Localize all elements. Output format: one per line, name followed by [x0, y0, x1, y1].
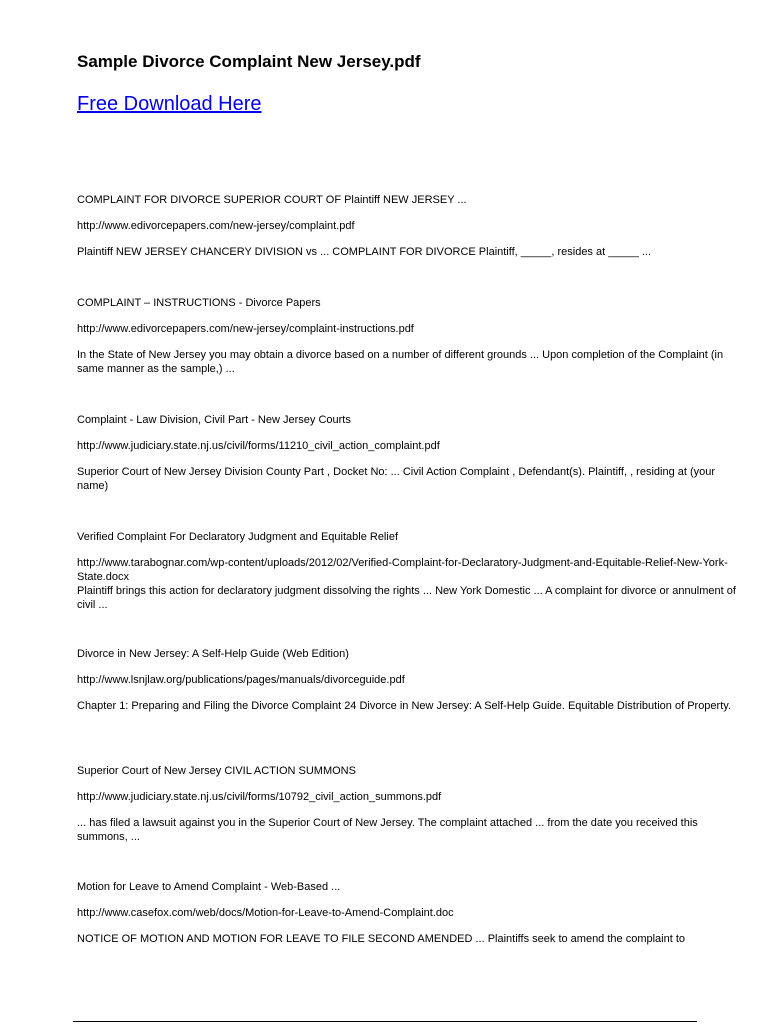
- entry-title: Verified Complaint For Declaratory Judgment and Equitable Relief: [77, 531, 398, 543]
- entry-url[interactable]: http://www.casefox.com/web/docs/Motion-for-Leave-to-Amend-Complaint.doc: [77, 907, 454, 919]
- entry-url[interactable]: http://www.lsnjlaw.org/publications/pages/manuals/divorceguide.pdf: [77, 674, 405, 686]
- entry-snippet: Superior Court of New Jersey Division County Part , Docket No: ... Civil Action Complaint , Defendant(s). Plaintiff, , residing at (your name): [77, 466, 716, 492]
- entry-title: Complaint - Law Division, Civil Part - New Jersey Courts: [77, 414, 351, 426]
- entry-snippet: Plaintiff NEW JERSEY CHANCERY DIVISION vs ... COMPLAINT FOR DIVORCE Plaintiff, _____, resides at _____ ...: [77, 246, 652, 258]
- result-entry: [77, 880, 737, 946]
- result-entry: [77, 193, 737, 259]
- entry-url[interactable]: http://www.edivorcepapers.com/new-jersey/complaint-instructions.pdf: [77, 323, 414, 335]
- entry-snippet: NOTICE OF MOTION AND MOTION FOR LEAVE TO FILE SECOND AMENDED ... Plaintiffs seek to amend the complaint to: [77, 933, 686, 945]
- result-entry: [77, 647, 737, 713]
- entry-snippet: Plaintiff brings this action for declaratory judgment dissolving the rights ... New York Domestic ... A complaint for divorce or annulment of civil ...: [77, 585, 736, 611]
- entry-title: COMPLAINT FOR DIVORCE SUPERIOR COURT OF Plaintiff NEW JERSEY ...: [77, 194, 467, 206]
- result-entry: [77, 530, 737, 612]
- entry-url[interactable]: http://www.tarabognar.com/wp-content/uploads/2012/02/Verified-Complaint-for-Declaratory-Judgment-and-Equitable-Relief-New-York-State.docx: [77, 557, 728, 583]
- entry-url[interactable]: http://www.judiciary.state.nj.us/civil/forms/10792_civil_action_summons.pdf: [77, 791, 442, 803]
- page-footer-rule: [73, 1021, 697, 1022]
- result-entry: [77, 764, 737, 844]
- free-download-link[interactable]: Free Download Here: [77, 93, 262, 115]
- entry-url[interactable]: http://www.judiciary.state.nj.us/civil/forms/11210_civil_action_complaint.pdf: [77, 440, 440, 452]
- entry-snippet: Chapter 1: Preparing and Filing the Divorce Complaint 24 Divorce in New Jersey: A Self-Help Guide. Equitable Distribution of Property.: [77, 700, 732, 712]
- entry-snippet: In the State of New Jersey you may obtain a divorce based on a number of different grounds ... Upon completion of the Complaint (in same manner as the sample,) ...: [77, 349, 724, 375]
- entry-title: COMPLAINT – INSTRUCTIONS - Divorce Papers: [77, 297, 321, 309]
- entry-title: Divorce in New Jersey: A Self-Help Guide (Web Edition): [77, 648, 349, 660]
- entry-title: Superior Court of New Jersey CIVIL ACTION SUMMONS: [77, 765, 356, 777]
- entry-url[interactable]: http://www.edivorcepapers.com/new-jersey/complaint.pdf: [77, 220, 355, 232]
- result-entry: [77, 413, 737, 493]
- result-entry: [77, 296, 737, 376]
- entry-snippet: ... has filed a lawsuit against you in the Superior Court of New Jersey. The complaint attached ... from the date you received this summons, ...: [77, 817, 698, 843]
- entry-title: Motion for Leave to Amend Complaint - Web-Based ...: [77, 881, 341, 893]
- page-title: Sample Divorce Complaint New Jersey.pdf: [77, 52, 421, 71]
